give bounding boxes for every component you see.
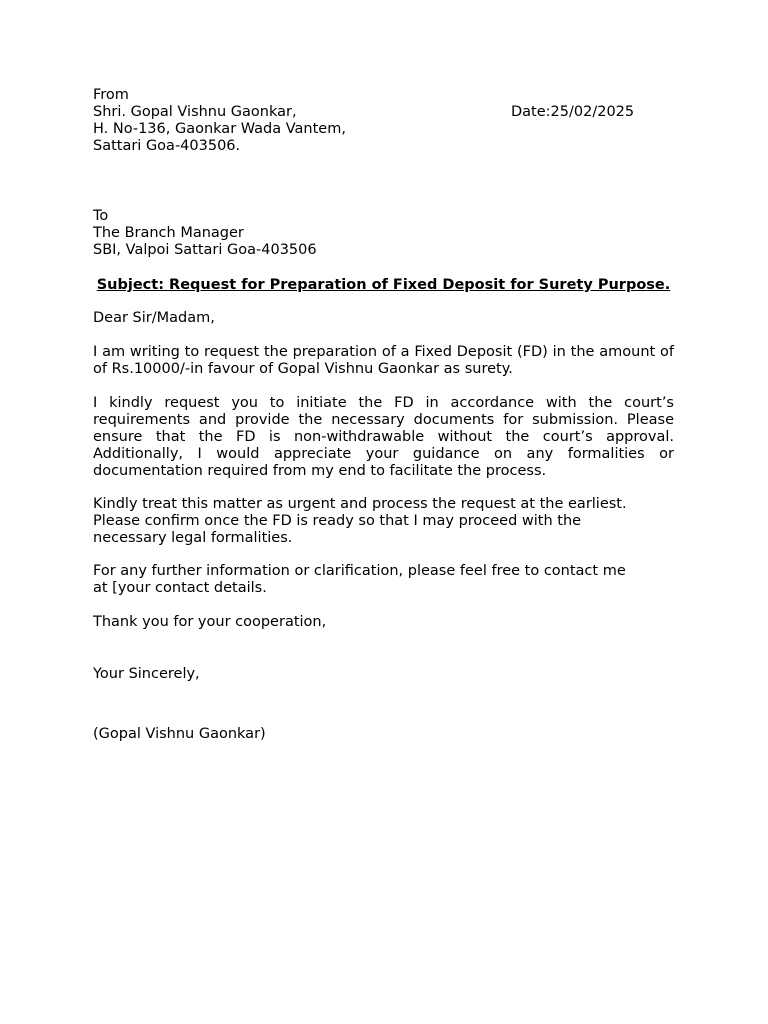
from-label: From (93, 87, 129, 103)
thanks-line: Thank you for your cooperation, (93, 614, 327, 630)
contact-line-1: For any further information or clarification, please feel free to contact me (93, 563, 626, 579)
spacer (93, 480, 674, 496)
letter-date: Date:25/02/2025 (511, 104, 635, 120)
letter-subject: Subject: Request for Preparation of Fixed Deposit for Surety Purpose. (96, 277, 671, 293)
to-label: To (93, 208, 109, 224)
body-paragraph-3 (93, 496, 674, 547)
spacer (93, 597, 674, 614)
spacer (93, 294, 674, 310)
salutation: Dear Sir/Madam, (93, 310, 215, 326)
spacer (93, 683, 674, 726)
sender-name-row (93, 104, 674, 121)
closing-line: Your Sincerely, (93, 666, 200, 682)
letter-page (93, 87, 674, 743)
recipient-address: SBI, Valpoi Sattari Goa-403506 (93, 242, 317, 258)
spacer (93, 378, 674, 395)
signature-name: (Gopal Vishnu Gaonkar) (93, 726, 266, 742)
body-paragraph-2: I kindly request you to initiate the FD in accordance with the court’s requirements and provide the necessary documents for submission. Please ensure that the FD is non-withdrawable without the court’s approval. Additionally, I would appreciate your guidance on any formalities or documentation required from my end to facilitate the process. (93, 395, 674, 479)
body-paragraph-4 (93, 563, 674, 597)
sender-address-line-2: Sattari Goa-403506. (93, 138, 241, 154)
spacer (93, 155, 674, 208)
sender-name: Shri. Gopal Vishnu Gaonkar, (93, 104, 297, 120)
spacer (93, 327, 674, 344)
spacer (93, 547, 674, 563)
contact-line-2: at [your contact details. (93, 580, 267, 596)
sender-address-line-1: H. No-136, Gaonkar Wada Vantem, (93, 121, 346, 137)
spacer (93, 631, 674, 666)
urgent-line-1: Kindly treat this matter as urgent and process the request at the earliest. (93, 496, 627, 512)
urgent-line-2: Please confirm once the FD is ready so that I may proceed with the (93, 513, 582, 529)
urgent-line-3: necessary legal formalities. (93, 530, 293, 546)
recipient-block (93, 208, 674, 259)
spacer (93, 259, 674, 277)
sender-block (93, 87, 674, 155)
body-paragraph-1: I am writing to request the preparation of a Fixed Deposit (FD) in the amount of of Rs.10000/-in favour of Gopal Vishnu Gaonkar as surety. (93, 344, 674, 377)
recipient-title: The Branch Manager (93, 225, 244, 241)
